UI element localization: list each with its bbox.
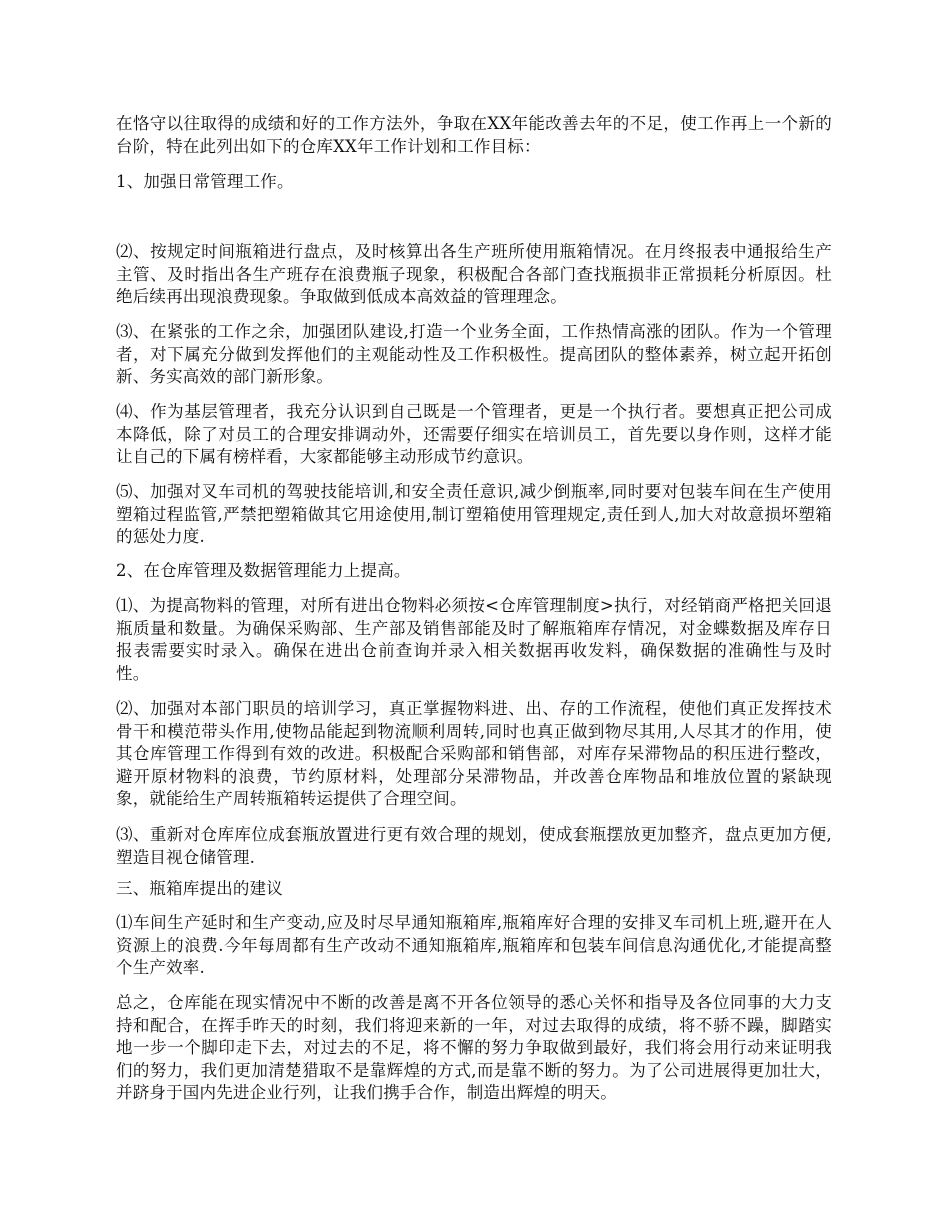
paragraph-item-3: ⑶、在紧张的工作之余，加强团队建设,打造一个业务全面，工作热情高涨的团队。作为一个管理者，对下属充分做到发挥他们的主观能动性及工作积极性。提高团队的整体素养，树立起开拓创新、务实高效的部门新形象。 xyxy=(116,322,832,386)
suggestion-paragraph: ⑴车间生产延时和生产变动,应及时尽早通知瓶箱库,瓶箱库好合理的安排叉车司机上班,避开在人资源上的浪费.今年每周都有生产改动不通知瓶箱库,瓶箱库和包装车间信息沟通优化,才能提高整个生产效率. xyxy=(116,913,832,977)
paragraph-item-3b: ⑶、重新对仓库库位成套瓶放置进行更有效合理的规划，使成套瓶摆放更加整齐，盘点更加方便,塑造目视仓储管理. xyxy=(116,825,832,867)
paragraph-item-1b: ⑴、为提高物料的管理，对所有进出仓物料必须按<仓库管理制度>执行，对经销商严格把关回退瓶质量和数量。为确保采购部、生产部及销售部能及时了解瓶箱库存情况，对金蝶数据及库存日报表需要实时录入。确保在进出仓前查询并录入相关数据再收发料，确保数据的准确性与及时性。 xyxy=(116,596,832,683)
section-heading-warehouse-data: 2、在仓库管理及数据管理能力上提高。 xyxy=(116,561,411,580)
section-heading-daily-management: 1、加强日常管理工作。 xyxy=(116,172,294,191)
conclusion-paragraph: 总之，仓库能在现实情况中不断的改善是离不开各位领导的悉心关怀和指导及各位同事的大力支持和配合，在挥手昨天的时刻，我们将迎来新的一年，对过去取得的成绩，将不骄不躁，脚踏实地一步一个脚印走下去，对过去的不足，将不懈的努力争取做到最好，我们将会用行动来证明我们的努力，我们更加清楚猎取不是靠辉煌的方式,而是靠不断的努力。为了公司进展得更加壮大，并跻身于国内先进企业行列，让我们携手合作，制造出辉煌的明天。 xyxy=(116,993,832,1102)
intro-paragraph: 在恪守以往取得的成绩和好的工作方法外，争取在XX年能改善去年的不足，使工作再上一个新的台阶，特在此列出如下的仓库XX年工作计划和工作目标： xyxy=(116,114,832,156)
paragraph-item-4: ⑷、作为基层管理者，我充分认识到自己既是一个管理者，更是一个执行者。要想真正把公司成本降低，除了对员工的合理安排调动外，还需要仔细实在培训员工，首先要以身作则，这样才能让自己的下属有榜样看，大家都能够主动形成节约意识。 xyxy=(116,402,832,466)
section-heading-suggestions: 三、瓶箱库提出的建议 xyxy=(116,879,283,898)
paragraph-item-5: ⑸、加强对叉车司机的驾驶技能培训,和安全责任意识,减少倒瓶率,同时要对包装车间在生产使用塑箱过程监管,严禁把塑箱做其它用途使用,制订塑箱使用管理规定,责任到人,加大对故意损坏塑箱的惩处力度. xyxy=(116,482,832,546)
paragraph-item-2: ⑵、按规定时间瓶箱进行盘点，及时核算出各生产班所使用瓶箱情况。在月终报表中通报给生产主管、及时指出各生产班存在浪费瓶子现象，积极配合各部门查找瓶损非正常损耗分析原因。杜绝后续再出现浪费现象。争取做到低成本高效益的管理理念。 xyxy=(116,242,832,306)
paragraph-item-2b: ⑵、加强对本部门职员的培训学习，真正掌握物料进、出、存的工作流程，使他们真正发挥技术骨干和模范带头作用,使物品能起到物流顺利周转,同时也真正做到物尽其用,人尽其才的作用，使其仓库管理工作得到有效的改进。积极配合采购部和销售部，对库存呆滞物品的积压进行整改，避开原材物料的浪费，节约原材料，处理部分呆滞物品，并改善仓库物品和堆放位置的紧缺现象，就能给生产周转瓶箱转运提供了合理空间。 xyxy=(116,699,832,808)
